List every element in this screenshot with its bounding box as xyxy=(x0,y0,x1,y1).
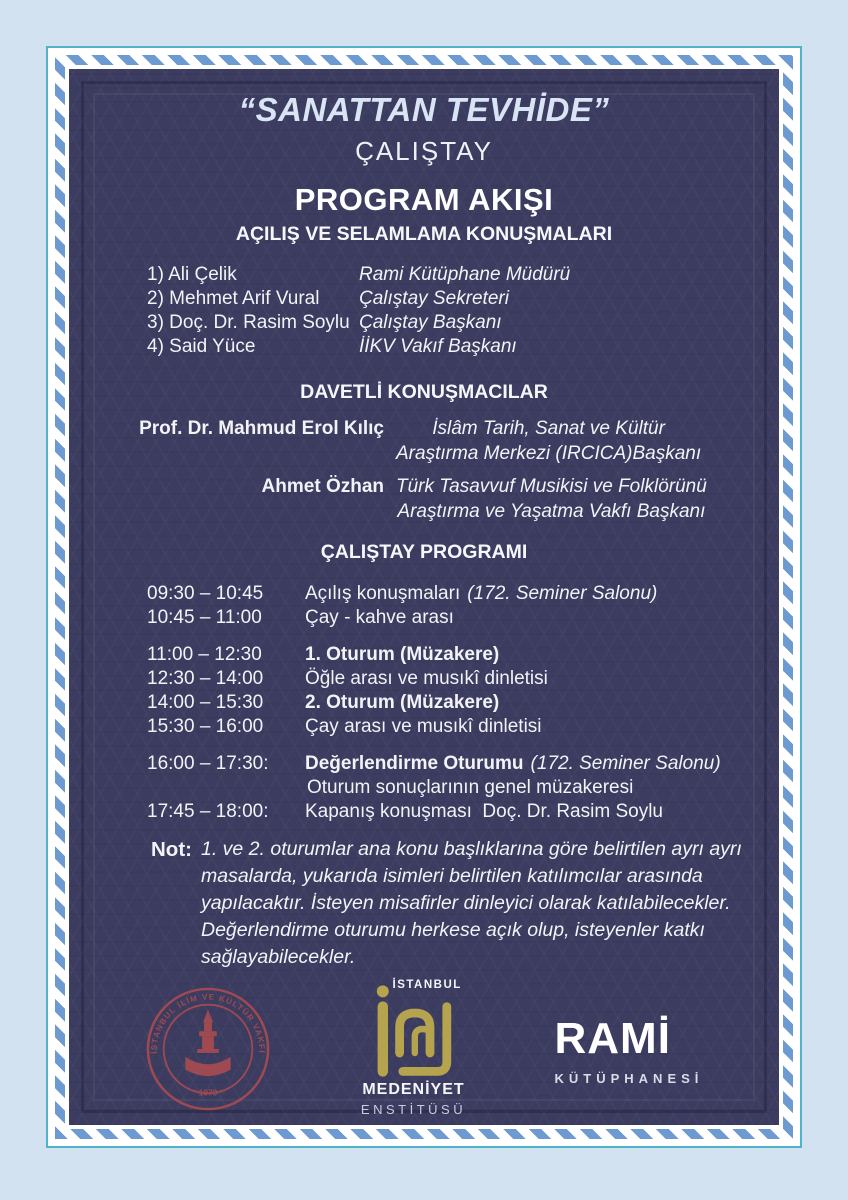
rami-library-label: KÜTÜPHANESİ xyxy=(554,1070,704,1086)
page-title: PROGRAM AKIŞI xyxy=(294,182,554,217)
schedule-time: 17:45 – 18:00: xyxy=(147,801,269,822)
schedule-row xyxy=(147,691,779,715)
schedule-time: 15:30 – 16:00 xyxy=(147,716,264,737)
speaker-role: Çalıştay Sekreteri xyxy=(359,288,509,309)
schedule-activity xyxy=(305,582,657,606)
guest-name: Ahmet Özhan xyxy=(261,476,384,497)
schedule-location: (172. Seminer Salonu) xyxy=(467,583,658,604)
schedule-activity-text: Kapanış konuşması Doç. Dr. Rasim Soylu xyxy=(305,801,663,822)
note-block xyxy=(151,836,751,971)
schedule-activity-text: Oturum sonuçlarının genel müzakeresi xyxy=(307,777,634,798)
schedule-time: 12:30 – 14:00 xyxy=(147,668,264,689)
schedule-activity-text: Açılış konuşmaları xyxy=(305,583,461,604)
opening-section-title: AÇILIŞ VE SELAMLAMA KONUŞMALARI xyxy=(235,223,613,245)
schedule-row xyxy=(147,776,779,800)
schedule-activity-text: Değerlendirme Oturumu xyxy=(305,753,524,774)
invited-guests-list xyxy=(69,416,779,524)
program-section-title: ÇALIŞTAY PROGRAMI xyxy=(320,541,528,563)
guest-name: Prof. Dr. Mahmud Erol Kılıç xyxy=(139,418,384,439)
schedule-time: 14:00 – 15:30 xyxy=(147,692,264,713)
schedule-activity-text: Çay - kahve arası xyxy=(305,607,454,628)
poster-content xyxy=(69,69,779,1125)
schedule-activity xyxy=(307,776,633,800)
istanbul-ilim-kultur-vakfi-seal-logo xyxy=(143,984,273,1114)
schedule-activity-text: 1. Oturum (Müzakere) xyxy=(305,644,500,665)
schedule-activity xyxy=(305,643,499,667)
speaker-row xyxy=(147,287,779,311)
speaker-row xyxy=(147,263,779,287)
guest-role xyxy=(396,416,701,466)
chevron-ribbon-border xyxy=(51,51,797,1143)
speaker-name: 1) Ali Çelik xyxy=(147,264,237,285)
speaker-row xyxy=(147,311,779,335)
note-label: Not: xyxy=(151,838,192,861)
speaker-name: 3) Doç. Dr. Rasim Soylu xyxy=(147,312,350,333)
schedule-activity xyxy=(305,691,499,715)
schedule-time: 11:00 – 12:30 xyxy=(147,644,262,665)
schedule-time: 09:30 – 10:45 xyxy=(147,583,264,604)
medeniyet-enstitusu-logo xyxy=(339,981,489,1117)
schedule-row xyxy=(147,667,779,691)
schedule-time: 10:45 – 11:00 xyxy=(147,607,262,628)
schedule-list xyxy=(147,582,779,824)
seal-ring-text: İSTANBUL İLİM VE KÜLTÜR VAKFI xyxy=(149,992,266,1054)
guest-role-line: Araştırma Merkezi (IRCICA)Başkanı xyxy=(396,443,702,464)
schedule-time xyxy=(147,776,305,800)
guest-row xyxy=(69,474,779,524)
schedule-activity xyxy=(305,606,454,630)
medeniyet-istanbul-label: İSTANBUL xyxy=(392,979,462,991)
medeniyet-institute-label: ENSTİTÜSÜ xyxy=(360,1102,467,1117)
schedule-row xyxy=(147,715,779,739)
rami-wordmark: RAMİ xyxy=(554,1013,671,1063)
schedule-row xyxy=(147,582,779,606)
tower-book-icon xyxy=(185,1010,230,1076)
schedule-activity xyxy=(305,715,542,739)
guest-row xyxy=(69,416,779,466)
footer-logos xyxy=(69,981,779,1117)
schedule-location: (172. Seminer Salonu) xyxy=(530,753,721,774)
medeniyet-name-label: MEDENİYET xyxy=(362,1081,465,1098)
speaker-role: Rami Kütüphane Müdürü xyxy=(359,264,571,285)
speaker-row xyxy=(147,335,779,359)
guest-role xyxy=(396,474,707,524)
schedule-activity xyxy=(305,752,721,776)
schedule-row xyxy=(147,800,779,824)
schedule-activity-text: Çay arası ve musıkî dinletisi xyxy=(305,716,542,737)
guest-role-line: Türk Tasavvuf Musikisi ve Folklörünü xyxy=(396,476,707,497)
speaker-name: 4) Said Yüce xyxy=(147,336,256,357)
speaker-role: İİKV Vakıf Başkanı xyxy=(359,336,517,357)
seal-year-text: * 1979 * xyxy=(192,1087,223,1098)
schedule-row xyxy=(147,643,779,667)
speaker-role: Çalıştay Başkanı xyxy=(359,312,502,333)
event-title: “SANATTAN TEVHİDE” xyxy=(238,91,610,128)
schedule-activity xyxy=(305,800,663,824)
schedule-row xyxy=(147,606,779,630)
schedule-time: 16:00 – 17:30: xyxy=(147,753,269,774)
guest-role-line: Araştırma ve Yaşatma Vakfı Başkanı xyxy=(397,501,706,522)
outer-teal-frame xyxy=(46,46,802,1148)
rami-kutuphanesi-logo xyxy=(555,1013,740,1086)
guest-role-line: İslâm Tarih, Sanat ve Kültür xyxy=(432,418,665,439)
note-text: 1. ve 2. oturumlar ana konu başlıklarına göre belirtilen ayrı ayrı masalarda, yukarıda isimleri belirtilen katılımcılar arasında yapılacaktır. İsteyen misafirler dinleyici olarak katılabilecekler. Değerlendirme oturumu herkese açık olup, isteyenler katkı sağlayabilecekler. xyxy=(200,838,742,968)
schedule-row xyxy=(147,752,779,776)
poster-panel xyxy=(69,69,779,1125)
schedule-activity-text: Öğle arası ve musıkî dinletisi xyxy=(305,668,548,689)
opening-speakers-list xyxy=(147,263,779,359)
speaker-name: 2) Mehmet Arif Vural xyxy=(147,288,320,309)
event-type-label: ÇALIŞTAY xyxy=(355,136,493,166)
invited-section-title: DAVETLİ KONUŞMACILAR xyxy=(300,381,548,403)
schedule-activity xyxy=(305,667,548,691)
schedule-activity-text: 2. Oturum (Müzakere) xyxy=(305,692,500,713)
medeniyet-monogram-icon xyxy=(371,981,457,1077)
